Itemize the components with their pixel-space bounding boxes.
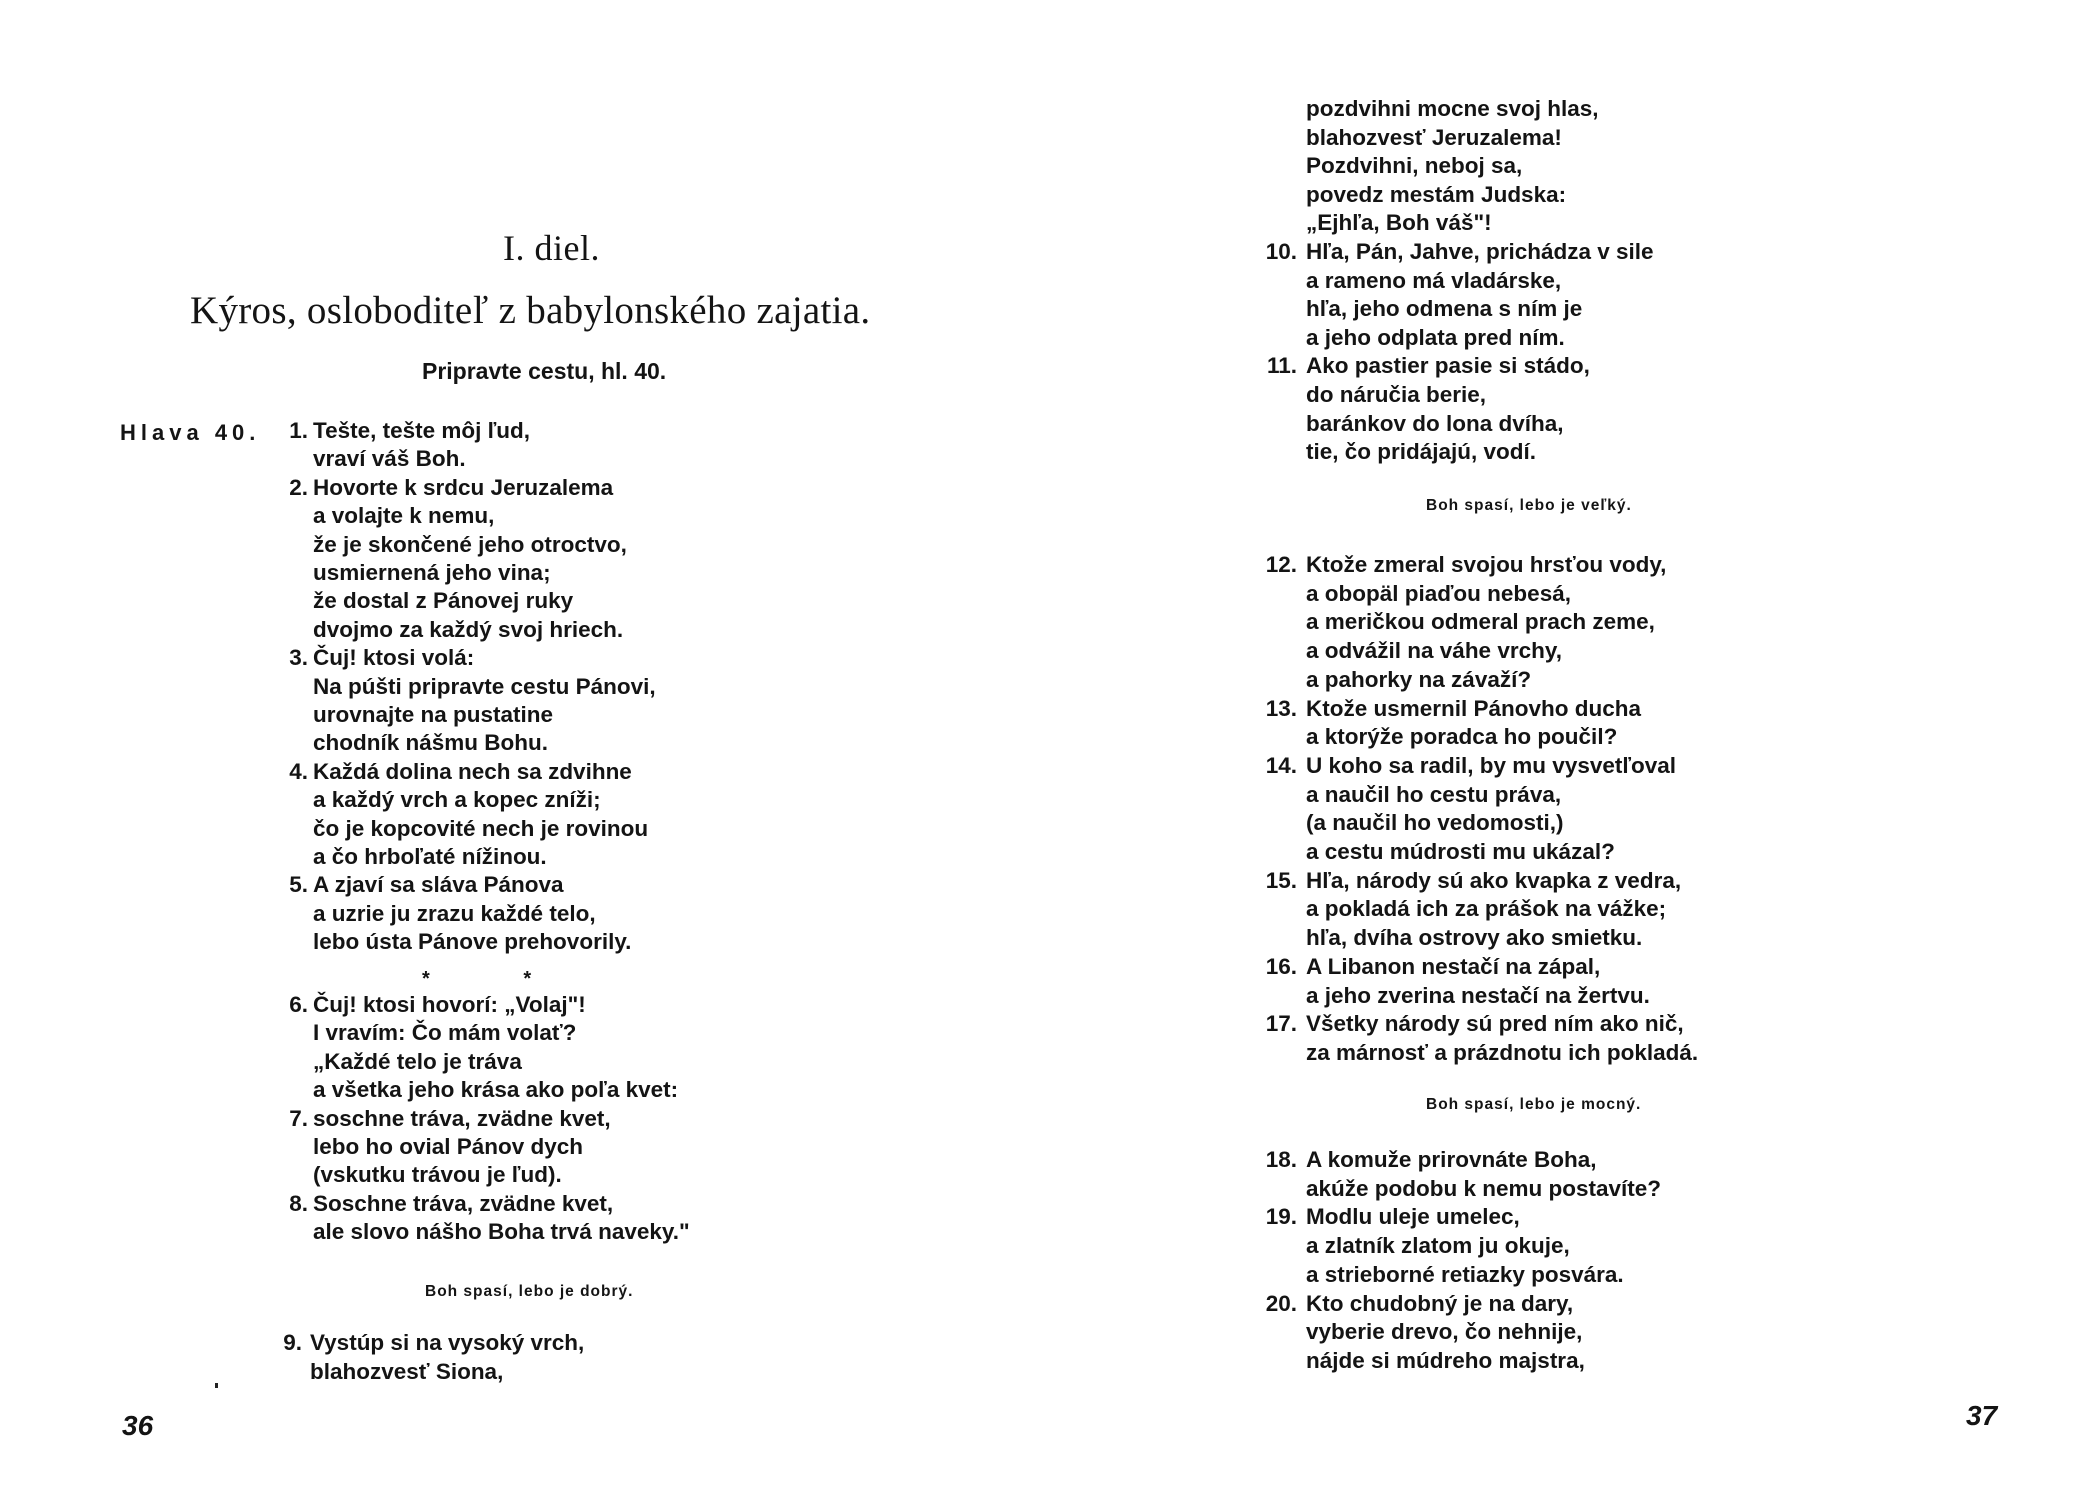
verse-text: U koho sa radil, by mu vysvetľoval — [1306, 752, 1677, 778]
verse-number: 19. — [1265, 1204, 1297, 1230]
verse-text: a uzrie ju zrazu každé telo, — [313, 900, 596, 926]
verse-text: Hľa, národy sú ako kvapka z vedra, — [1306, 867, 1682, 893]
verse-text: (a naučil ho vedomosti,) — [1306, 810, 1564, 836]
print-speck — [215, 1383, 218, 1388]
verse-number: 4. — [289, 758, 308, 784]
verse-number: 5. — [289, 872, 308, 898]
verse-text: a obopäl piaďou nebesá, — [1306, 580, 1571, 606]
verse-number: 8. — [289, 1190, 308, 1216]
verse-text: Na púšti pripravte cestu Pánovi, — [313, 673, 656, 699]
verse-text: a každý vrch a kopec zníži; — [313, 787, 601, 813]
verse-text: A zjaví sa sláva Pánova — [313, 872, 564, 898]
verse-number: 20. — [1265, 1290, 1297, 1316]
verse-text: a pahorky na závaží? — [1306, 666, 1532, 692]
verse-number: 16. — [1265, 953, 1297, 979]
verse-text: Čuj! ktosi volá: — [313, 645, 475, 671]
verse-text: A Libanon nestačí na zápal, — [1306, 953, 1601, 979]
verse-text: baránkov do lona dvíha, — [1306, 410, 1564, 436]
verse-text: Pozdvihni, neboj sa, — [1306, 153, 1523, 179]
verse-text: Hovorte k srdcu Jeruzalema — [313, 474, 614, 500]
verse-text: soschne tráva, zvädne kvet, — [313, 1105, 611, 1131]
verse-text: a volajte k nemu, — [313, 503, 495, 529]
verse-text: Každá dolina nech sa zdvihne — [313, 758, 632, 784]
right-sub-heading-2: Boh spasí, lebo je mocný. — [1426, 1096, 1642, 1113]
verse-text: akúže podobu k nemu postavíte? — [1306, 1175, 1662, 1201]
left-sub-heading: Boh spasí, lebo je dobrý. — [425, 1283, 634, 1300]
verse-number: 7. — [289, 1105, 308, 1131]
verse-text: Čuj! ktosi hovorí: „Volaj"! — [313, 992, 586, 1017]
verse-number: 11. — [1266, 353, 1297, 379]
verse-text: Soschne tráva, zvädne kvet, — [313, 1190, 614, 1216]
verse-text: Hľa, Pán, Jahve, prichádza v sile — [1306, 239, 1654, 264]
verse-number: 12. — [1265, 552, 1297, 577]
verse-text: za márnosť a prázdnotu ich pokladá. — [1306, 1039, 1699, 1065]
verse-text: chodník nášmu Bohu. — [313, 730, 549, 756]
verse-text: a ktorýže poradca ho poučil? — [1306, 724, 1618, 750]
page-number-right: 37 — [1966, 1400, 1998, 1431]
verse-text: „Ejhľa, Boh váš"! — [1306, 210, 1492, 236]
verse-text: nájde si múdreho majstra, — [1306, 1347, 1585, 1373]
verse-text: Ktože usmernil Pánovho ducha — [1306, 695, 1642, 721]
chapter-label: Hlava 40. — [120, 420, 261, 445]
verse-text: a meričkou odmeral prach zeme, — [1306, 609, 1655, 635]
section-heading: Pripravte cestu, hl. 40. — [422, 358, 667, 384]
verse-text: pozdvihni mocne svoj hlas, — [1306, 96, 1599, 121]
verse-text: že je skončené jeho otroctvo, — [313, 531, 627, 557]
verse-text: a čo hrboľaté nížinou. — [313, 844, 547, 869]
verse-text: lebo ústa Pánove prehovorily. — [313, 929, 632, 955]
verse-number: 17. — [1265, 1011, 1297, 1037]
verse-text: a jeho zverina nestačí na žertvu. — [1306, 982, 1650, 1008]
right-sub-heading-1: Boh spasí, lebo je veľký. — [1426, 497, 1632, 514]
verse-text: a rameno má vladárske, — [1306, 267, 1562, 293]
verse-text: a strieborné retiazky posvára. — [1306, 1261, 1624, 1287]
section-stars: * * — [422, 968, 576, 990]
verse-text: A komuže prirovnáte Boha, — [1306, 1147, 1597, 1172]
verse-text: vraví váš Boh. — [313, 446, 466, 472]
verse-text: blahozvesť Siona, — [310, 1359, 504, 1384]
verse-text: vyberie drevo, čo nehnije, — [1306, 1319, 1583, 1345]
verse-number: 10. — [1265, 239, 1297, 264]
chapter-title: Kýros, osloboditeľ z babylonského zajatia. — [190, 289, 871, 332]
verse-text: Kto chudobný je na dary, — [1306, 1290, 1574, 1316]
verse-text: „Každé telo je tráva — [313, 1048, 522, 1074]
verse-text: tie, čo pridájajú, vodí. — [1306, 439, 1537, 465]
verse-text: Modlu uleje umelec, — [1306, 1204, 1520, 1230]
verse-text: ale slovo nášho Boha trvá naveky." — [313, 1219, 690, 1245]
verse-number: 15. — [1265, 867, 1297, 893]
verse-text: Ktože zmeral svojou hrsťou vody, — [1306, 552, 1667, 577]
verse-text: Ako pastier pasie si stádo, — [1306, 353, 1590, 379]
verse-text: hľa, dvíha ostrovy ako smietku. — [1306, 925, 1643, 951]
verse-number: 1. — [289, 418, 308, 443]
verse-text: (vskutku trávou je ľud). — [313, 1162, 562, 1188]
verse-text: a naučil ho cestu práva, — [1306, 781, 1562, 807]
verse-text: povedz mestám Judska: — [1306, 181, 1567, 207]
verse-number: 9. — [283, 1330, 302, 1355]
verse-text: usmiernená jeho vina; — [313, 560, 551, 585]
verse-text: I vravím: Čo mám volať? — [313, 1020, 577, 1046]
verse-text: dvojmo za každý svoj hriech. — [313, 616, 624, 642]
verse-text: a jeho odplata pred ním. — [1306, 324, 1565, 350]
verse-text: urovnajte na pustatine — [313, 702, 554, 727]
verse-text: a odvážil na váhe vrchy, — [1306, 638, 1562, 664]
verse-text: a cestu múdrosti mu ukázal? — [1306, 839, 1615, 864]
part-title: I. diel. — [503, 228, 600, 268]
verse-number: 14. — [1265, 752, 1297, 778]
verse-text: blahozvesť Jeruzalema! — [1306, 124, 1562, 150]
verse-text: a zlatník zlatom ju okuje, — [1306, 1233, 1570, 1259]
verse-text: a pokladá ich za prášok na vážke; — [1306, 896, 1667, 922]
verse-text: čo je kopcovité nech je rovinou — [313, 815, 649, 841]
verse-number: 18. — [1265, 1147, 1297, 1172]
verse-number: 2. — [289, 474, 308, 500]
verse-text: a všetka jeho krása ako poľa kvet: — [313, 1077, 679, 1103]
verse-number: 3. — [289, 645, 308, 671]
verse-text: hľa, jeho odmena s ním je — [1306, 296, 1583, 322]
page-number-left: 36 — [122, 1410, 154, 1441]
verse-text: Tešte, tešte môj ľud, — [313, 418, 531, 443]
verse-number: 13. — [1265, 695, 1297, 721]
verse-number: 6. — [289, 992, 308, 1017]
verse-text: že dostal z Pánovej ruky — [313, 588, 574, 614]
verse-text: Vystúp si na vysoký vrch, — [310, 1330, 585, 1355]
verse-text: lebo ho ovial Pánov dych — [313, 1134, 584, 1159]
verse-text: Všetky národy sú pred ním ako nič, — [1306, 1011, 1684, 1037]
verse-text: do náručia berie, — [1306, 382, 1487, 407]
